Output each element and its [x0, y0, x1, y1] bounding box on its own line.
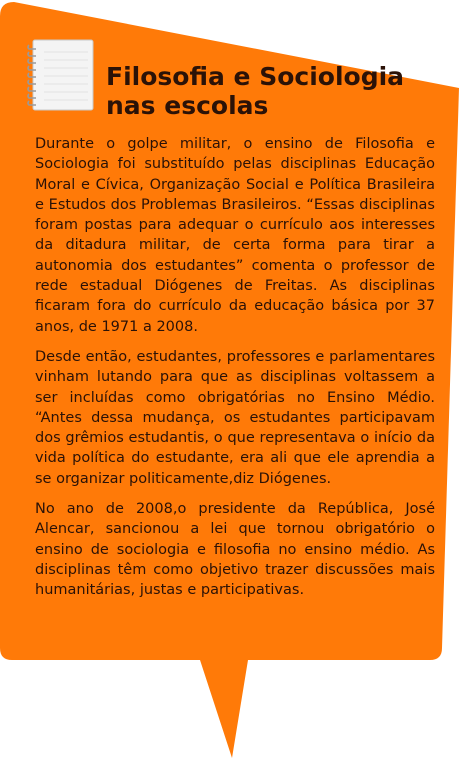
paragraph-3: No ano de 2008,o presidente da República, José Alencar, sancionou a lei que tornou obrigatório o ensino de sociologia e filosofia no ensino médio. As disciplinas têm como objetivo trazer discussões mais humanitárias, justas e participativas. — [35, 501, 435, 599]
notepad-icon — [26, 38, 96, 112]
article-title: Filosofia e Sociologia nas escolas — [106, 62, 405, 120]
paragraph-2: Desde então, estudantes, professores e parlamentares vinham lutando para que as disciplinas voltassem a ser incluídas como obrigatórias no Ensino Médio. “Antes dessa mudança, os estudantes participavam dos grêmios estudantis, o que representava o início da vida política do estudante, era ali que ele aprendia a se organizar politicamente,diz Diógenes. — [35, 348, 435, 487]
paragraph-1: Durante o golpe militar, o ensino de Filosofia e Sociologia foi substituído pelas disciplinas Educação Moral e Cívica, Organização Social e Política Brasileira e Estudos dos Problemas Brasileiros. “Essas disciplinas foram postas para adequar o currículo aos interesses da ditadura militar, de certa forma para tirar a autonomia dos estudantes” comenta o professor de rede estadual Diógenes de Freitas. As disciplinas ficaram fora do currículo da educação básica por 37 anos, de 1971 a 2008. — [35, 136, 435, 335]
article-body — [35, 134, 435, 611]
